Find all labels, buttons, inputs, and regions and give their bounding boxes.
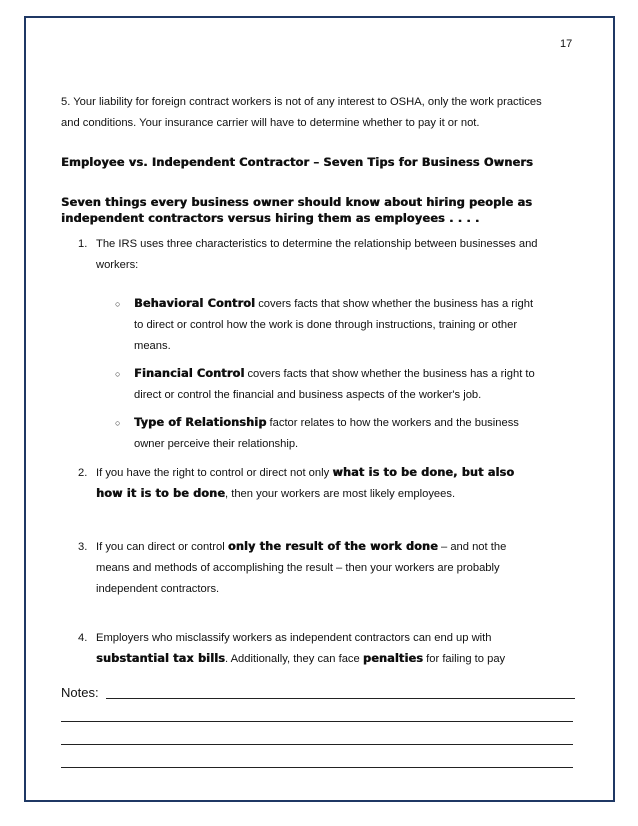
page-border	[24, 16, 615, 802]
item-3-line-2: means and methods of accomplishing the result – then your workers are probably	[96, 562, 500, 574]
item-3-line-3: independent contractors.	[96, 583, 220, 595]
item-text: If you can direct or control	[96, 541, 228, 553]
emphasis-text: how it is to be done	[96, 487, 226, 500]
item-1-line-1: The IRS uses three characteristics to determine the relationship between businesses and	[96, 238, 538, 250]
bullet-icon: ○	[115, 418, 121, 428]
item-text: . Additionally, they can face	[225, 653, 363, 665]
emphasis-text: what is to be done, but also	[332, 466, 515, 479]
sub-item-behavioral-line-2: to direct or control how the work is done through instructions, training or other	[134, 319, 518, 331]
item-text: – and not the	[437, 541, 507, 553]
sub-item-text: covers facts that show whether the business has a right to	[244, 368, 535, 380]
item-2-line-1	[96, 463, 514, 483]
subheading-line-1: Seven things every business owner should know about hiring people as	[61, 196, 533, 209]
item-number: 2.	[78, 467, 88, 479]
notes-line	[61, 767, 573, 768]
item-number: 4.	[78, 632, 88, 644]
term-type-of-relationship: Type of Relationship	[134, 416, 267, 429]
item-3-line-1	[96, 537, 506, 557]
sub-item-text: covers facts that show whether the business has a right	[255, 298, 534, 310]
sub-item-financial-line-1	[134, 364, 535, 384]
item-number: 3.	[78, 541, 88, 553]
term-financial-control: Financial Control	[134, 367, 245, 380]
intro-line-1: 5. Your liability for foreign contract workers is not of any interest to OSHA, only the work practices	[61, 96, 542, 108]
item-2-line-2	[96, 484, 455, 504]
sub-item-financial-line-2: direct or control the financial and business aspects of the worker's job.	[134, 389, 482, 401]
item-text: for failing to pay	[423, 653, 506, 665]
item-1-line-2: workers:	[96, 259, 139, 271]
sub-item-relationship-line-2: owner perceive their relationship.	[134, 438, 299, 450]
bullet-icon: ○	[115, 369, 121, 379]
item-4-line-2	[96, 649, 505, 669]
item-number: 1.	[78, 238, 88, 250]
notes-line	[106, 698, 575, 699]
term-behavioral-control: Behavioral Control	[134, 297, 256, 310]
page-number: 17	[560, 38, 573, 50]
subheading-line-2: independent contractors versus hiring them as employees . . . .	[61, 212, 480, 225]
item-text: If you have the right to control or direct not only	[96, 467, 333, 479]
section-heading: Employee vs. Independent Contractor – Seven Tips for Business Owners	[61, 156, 533, 169]
notes-label: Notes:	[61, 685, 99, 700]
sub-item-text: factor relates to how the workers and the business	[266, 417, 519, 429]
sub-item-behavioral-line-1	[134, 294, 533, 314]
item-4-line-1: Employers who misclassify workers as independent contractors can end up with	[96, 632, 492, 644]
emphasis-text: penalties	[362, 652, 424, 665]
bullet-icon: ○	[115, 299, 121, 309]
item-text: , then your workers are most likely employees.	[225, 488, 456, 500]
intro-line-2: and conditions. Your insurance carrier will have to determine whether to pay it or not.	[61, 117, 480, 129]
notes-line	[61, 744, 573, 745]
emphasis-text: substantial tax bills	[96, 652, 225, 665]
notes-line	[61, 721, 573, 722]
sub-item-relationship-line-1	[134, 413, 519, 433]
emphasis-text: only the result of the work done	[227, 540, 438, 553]
sub-item-behavioral-line-3: means.	[134, 340, 171, 352]
